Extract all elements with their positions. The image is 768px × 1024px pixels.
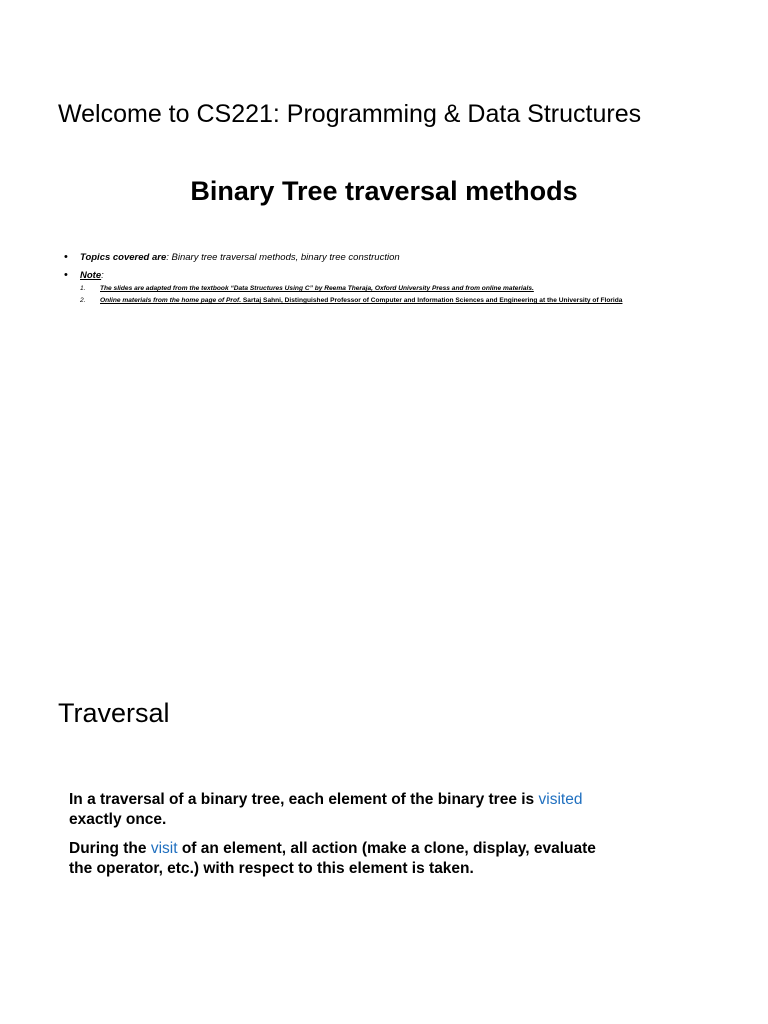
topics-text: : Binary tree traversal methods, binary tree construction [166, 252, 400, 263]
note-line-2 [80, 297, 744, 304]
traversal-paragraph-1 [69, 790, 599, 830]
section-title: Traversal [58, 698, 170, 728]
note-item [64, 270, 744, 304]
note-list [80, 285, 744, 304]
deck-title: Welcome to CS221: Programming & Data Structures [58, 100, 642, 128]
visited-keyword: visited [538, 791, 583, 808]
para1-before: In a traversal of a binary tree, each element of the binary tree is [69, 791, 539, 808]
traversal-paragraph-2 [69, 839, 599, 879]
slide-traversal [0, 648, 768, 1024]
note-prefix-2: Online materials from the home page of Prof. [100, 297, 242, 304]
topics-covered-item [64, 252, 744, 263]
note-line-1 [80, 285, 744, 292]
para2-before: During the [69, 840, 151, 857]
note-number-1: 1. [80, 285, 86, 292]
para1-after: exactly once. [69, 811, 167, 828]
visit-keyword: visit [150, 840, 178, 857]
note-label: Note [80, 270, 102, 281]
para2-after: of an element, all action (make a clone, display, evaluate the operator, etc.) with respect to this element is taken. [69, 840, 596, 877]
note-text-1: The slides are adapted from the textbook “Data Structures Using C” by Reema Theraja, Oxford University Press and from online materials. [100, 285, 534, 292]
note-number-2: 2. [80, 297, 86, 304]
note-colon: : [101, 270, 104, 281]
traversal-body [69, 790, 599, 888]
topics-list [64, 252, 744, 311]
slide-subtitle: Binary Tree traversal methods [190, 176, 578, 206]
note-text-2: Sartaj Sahni, Distinguished Professor of Computer and Information Sciences and Engineering at the University of Florida [241, 297, 623, 304]
topics-label: Topics covered are [80, 252, 167, 263]
